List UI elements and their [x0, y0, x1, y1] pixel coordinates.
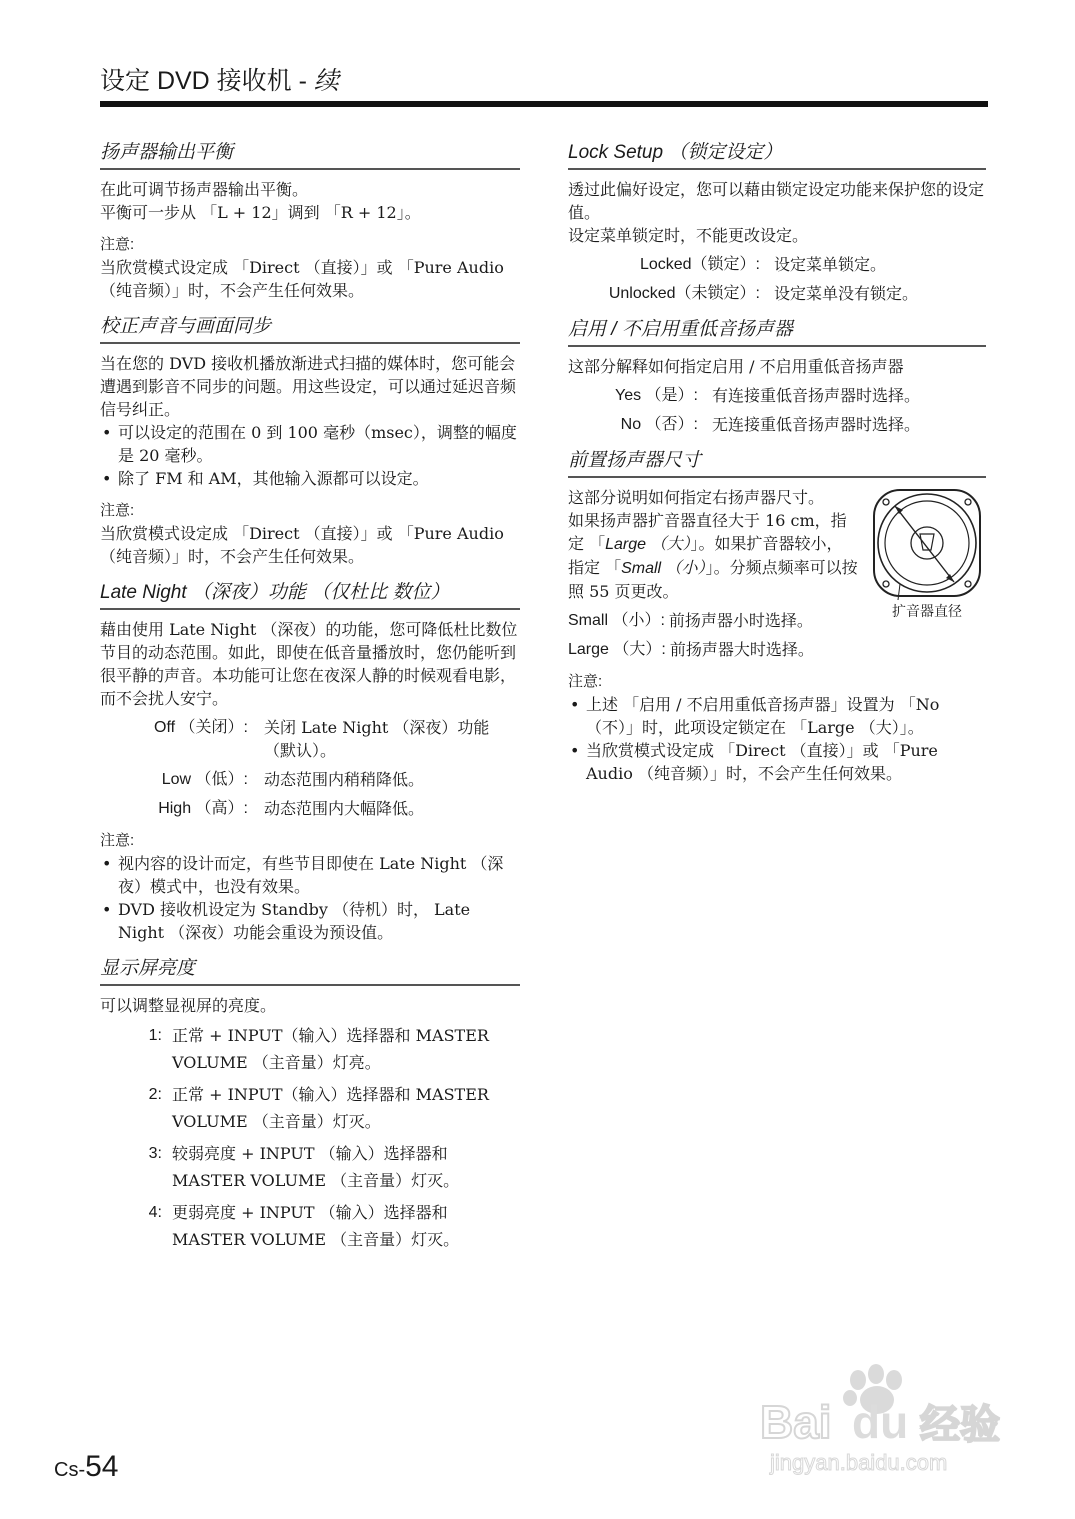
note-label: 注意: [568, 673, 603, 690]
note-text: 当欣赏模式设定成 「Direct （直接）」或 「Pure Audio （纯音频）」时，不会产生任何效果。 [100, 258, 504, 300]
section-title: 显示屏亮度 [100, 956, 520, 986]
section-display-brightness [100, 956, 520, 1253]
option-key: Low （低）: [161, 771, 248, 788]
numbered-item [100, 1140, 520, 1194]
option-value: 有连接重低音扬声器时选择。 [712, 386, 921, 405]
body-paragraph: 藉由使用 Late Night （深夜）的功能，您可降低杜比数位节目的动态范围。如此，即使在低音量播放时，您仍能听到很平静的声音。本功能可让您在夜深人静的时候观看电影，而不会扰人安宁。 [100, 620, 518, 708]
item-text: 更弱亮度 + INPUT （输入）选择器和 MASTER VOLUME （主音量）灯灭。 [172, 1203, 460, 1249]
section-title: Late Night （深夜）功能 （仅杜比 数位） [100, 580, 520, 610]
bullet-item: • 除了 FM 和 AM，其他输入源都可以设定。 [100, 467, 520, 490]
speaker-icon [868, 484, 986, 602]
option-key: Small （小）: [568, 612, 665, 629]
option-row [568, 384, 986, 407]
left-column [100, 140, 520, 1265]
section-speaker-balance [100, 140, 520, 302]
note-label: 注意: [100, 832, 135, 849]
section-title: Lock Setup （锁定设定） [568, 140, 986, 170]
speaker-diameter-figure [868, 484, 986, 624]
option-value: 设定菜单没有锁定。 [774, 284, 919, 303]
watermark-brand2: du [852, 1396, 909, 1448]
page-title [100, 64, 988, 98]
option-value: 前扬声器小时选择。 [668, 611, 813, 630]
section-lock-setup [568, 140, 986, 305]
option-row [100, 716, 520, 762]
note-text: 当欣赏模式设定成 「Direct （直接）」或 「Pure Audio （纯音频）」时，不会产生任何效果。 [100, 524, 504, 566]
option-value: 动态范围内大幅降低。 [264, 799, 425, 818]
numbered-item [100, 1199, 520, 1253]
option-key: High （高）: [158, 800, 248, 817]
page-title-main: 设定 DVD 接收机 - [100, 67, 307, 95]
section-title: 启用 / 不启用重低音扬声器 [568, 317, 986, 347]
bullet-list [100, 421, 520, 490]
body-paragraph [568, 509, 858, 603]
page-number [54, 1450, 119, 1483]
body-line: 可以调整显视屏的亮度。 [100, 996, 277, 1015]
option-row [568, 253, 986, 276]
option-value: 无连接重低音扬声器时选择。 [712, 415, 921, 434]
right-column [568, 140, 986, 797]
option-value: 关闭 Late Night （深夜）功能 （默认）。 [264, 718, 490, 760]
page-prefix: Cs- [54, 1459, 86, 1481]
item-number: 1: [148, 1027, 162, 1044]
bullet-item: • 上述 「启用 / 不启用重低音扬声器」设置为 「No （不）」时，此项设定锁定在 「Large （大）」。 [568, 693, 986, 739]
text-fragment: 」。分频点频率可以按照 55 页更改。 [568, 558, 858, 601]
watermark-label: 经验 [920, 1402, 1000, 1448]
size-description [568, 486, 858, 603]
option-key: Large （大）: [568, 641, 666, 658]
large-label: Large （大） [605, 536, 691, 553]
numbered-item [100, 1081, 520, 1135]
section-av-sync [100, 314, 520, 568]
section-late-night [100, 580, 520, 944]
bullet-item: • 当欣赏模式设定成 「Direct （直接）」或 「Pure Audio （纯音频）」时，不会产生任何效果。 [568, 739, 986, 785]
bullet-item: • DVD 接收机设定为 Standby （待机）时， Late Night （深夜）功能会重设为预设值。 [100, 898, 520, 944]
option-row [568, 413, 986, 436]
item-text: 正常 + INPUT（输入）选择器和 MASTER VOLUME （主音量）灯灭。 [172, 1085, 489, 1131]
body-paragraph: 当在您的 DVD 接收机播放渐进式扫描的媒体时，您可能会遭遇到影音不同步的问题。用这些设定，可以通过延迟音频信号纠正。 [100, 354, 517, 419]
section-subwoofer [568, 317, 986, 436]
text-fragment: 如果扬声器扩音器直径大于 16 cm，指定 「 [568, 511, 847, 553]
note-label: 注意: [100, 236, 135, 253]
item-text: 正常 + INPUT（输入）选择器和 MASTER VOLUME （主音量）灯亮。 [172, 1026, 489, 1072]
section-title: 前置扬声器尺寸 [568, 448, 986, 478]
option-value: 动态范围内稍稍降低。 [264, 770, 425, 789]
item-text: 较弱亮度 + INPUT （输入）选择器和 MASTER VOLUME （主音量）灯灭。 [172, 1144, 460, 1190]
section-front-speaker-size [568, 448, 986, 785]
option-key: Yes （是）: [615, 387, 698, 404]
small-label: Small （小） [621, 560, 706, 577]
item-number: 3: [148, 1145, 162, 1162]
body-line: 这部分解释如何指定启用 / 不启用重低音扬声器 [568, 357, 904, 376]
item-number: 4: [148, 1204, 162, 1221]
option-row [100, 797, 520, 820]
figure-caption: 扩音器直径 [892, 604, 962, 620]
baidu-watermark [760, 1360, 1010, 1480]
body-line: 设定菜单锁定时，不能更改设定。 [568, 226, 809, 245]
option-row [100, 768, 520, 791]
section-title: 校正声音与画面同步 [100, 314, 520, 344]
option-key: Off （关闭）: [154, 719, 248, 736]
page-num: 54 [85, 1450, 119, 1483]
option-row [568, 282, 986, 305]
bullet-item: • 可以设定的范围在 0 到 100 毫秒（msec），调整的幅度是 20 毫秒。 [100, 421, 520, 467]
body-line: 在此可调节扬声器输出平衡。 [100, 180, 309, 199]
option-key: No （否）: [620, 416, 698, 433]
page-header [100, 64, 988, 108]
option-value: 设定菜单锁定。 [774, 255, 887, 274]
watermark-url: jingyan.baidu.com [770, 1450, 948, 1475]
header-rule [100, 101, 988, 107]
option-key: Unlocked（未锁定）: [608, 285, 760, 302]
text-fragment: 」。如果扩音器较小，指定 「 [568, 534, 843, 577]
body-line: 透过此偏好设定，您可以藉由锁定设定功能来保护您的设定值。 [568, 180, 985, 222]
option-key: Locked（锁定）: [639, 256, 760, 273]
size-block [568, 486, 986, 620]
bullet-list [100, 852, 520, 944]
bullet-item: • 视内容的设计而定，有些节目即使在 Late Night （深夜）模式中，也没有效果。 [100, 852, 520, 898]
page-title-suffix: 续 [313, 67, 339, 95]
section-title: 扬声器输出平衡 [100, 140, 520, 170]
option-row [568, 638, 986, 661]
option-value: 前扬声器大时选择。 [669, 640, 814, 659]
body-line: 这部分说明如何指定右扬声器尺寸。 [568, 488, 825, 507]
body-line: 平衡可一步从 「L + 12」调到 「R + 12」。 [100, 203, 421, 222]
note-label: 注意: [100, 502, 135, 519]
item-number: 2: [148, 1086, 162, 1103]
watermark-brand: Bai [760, 1396, 832, 1448]
numbered-item [100, 1022, 520, 1076]
bullet-list [568, 693, 986, 785]
